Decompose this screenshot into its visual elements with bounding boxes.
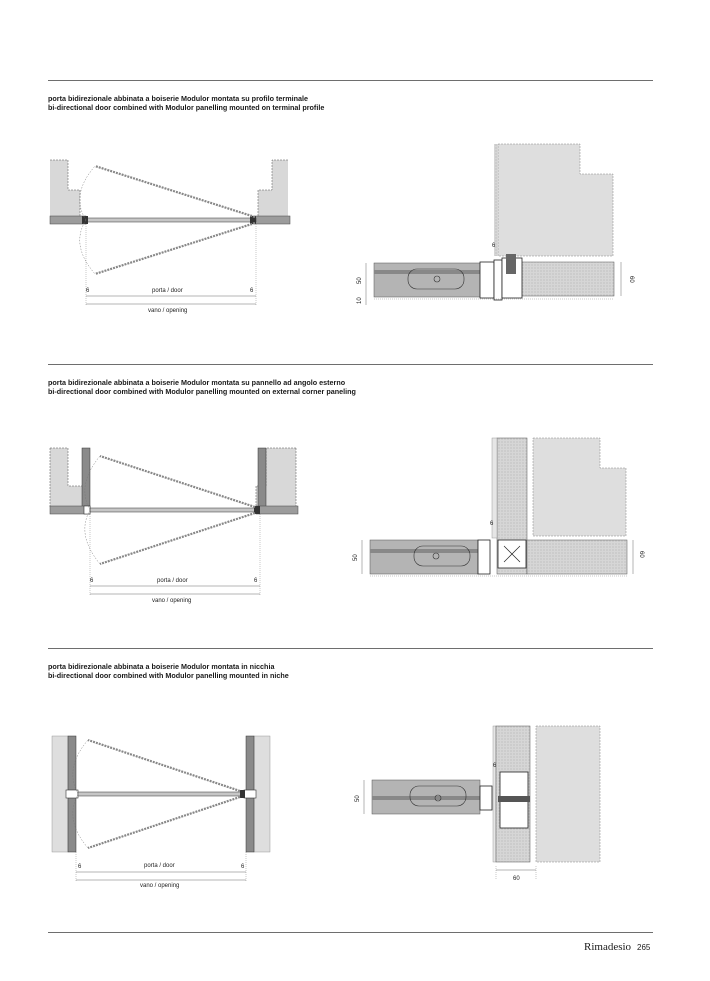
s3-detail-dim-bottom: 60 — [513, 876, 520, 882]
s1-dim-right: 6 — [250, 288, 254, 294]
s2-dim-right: 6 — [254, 578, 258, 584]
s2-opening-label: vano / opening — [152, 598, 192, 604]
section-3-detail-drawing — [355, 726, 600, 882]
s3-detail-dim-gap: 6 — [493, 763, 497, 769]
section-3-title-it: porta bidirezionale abbinata a boiserie Modulor montata in nicchia — [48, 662, 275, 671]
section-1-title-en: bi-directional door combined with Modulor panelling mounted on terminal profile — [48, 103, 325, 112]
section-2-plan-drawing — [50, 448, 298, 604]
s1-detail-dim-gap: 6 — [492, 243, 496, 249]
s3-detail-dim-panel: 50 — [355, 795, 361, 802]
page-number: 265 — [637, 943, 651, 952]
s3-opening-label: vano / opening — [140, 883, 180, 889]
section-3-title-en: bi-directional door combined with Modulor panelling mounted in niche — [48, 671, 289, 680]
section-1-plan-drawing — [50, 160, 290, 314]
section-1-detail-drawing — [357, 144, 634, 305]
s1-door-label: porta / door — [152, 288, 183, 294]
section-2-title-it: porta bidirezionale abbinata a boiserie Modulor montata su pannello ad angolo esterno — [48, 378, 346, 387]
s2-detail-dim-wall: 60 — [638, 551, 644, 558]
s1-opening-label: vano / opening — [148, 308, 188, 314]
section-3-plan-drawing — [52, 736, 270, 889]
section-1-title-it: porta bidirezionale abbinata a boiserie Modulor montata su profilo terminale — [48, 94, 308, 103]
s1-detail-dim-wall: 60 — [628, 276, 634, 283]
s2-door-label: porta / door — [157, 578, 188, 584]
section-2-title-en: bi-directional door combined with Modulor panelling mounted on external corner paneling — [48, 387, 356, 396]
s1-detail-dim-base: 10 — [357, 297, 363, 304]
s2-dim-left: 6 — [90, 578, 94, 584]
s1-detail-dim-panel: 50 — [357, 277, 363, 284]
s1-dim-left: 6 — [86, 288, 90, 294]
s2-detail-dim-gap: 6 — [490, 521, 494, 527]
brand-name: Rimadesio — [584, 941, 632, 953]
s3-door-label: porta / door — [144, 863, 175, 869]
s3-dim-left: 6 — [78, 864, 82, 870]
s2-detail-dim-panel: 50 — [353, 554, 359, 561]
s3-dim-right: 6 — [241, 864, 245, 870]
section-2-detail-drawing — [353, 438, 644, 576]
